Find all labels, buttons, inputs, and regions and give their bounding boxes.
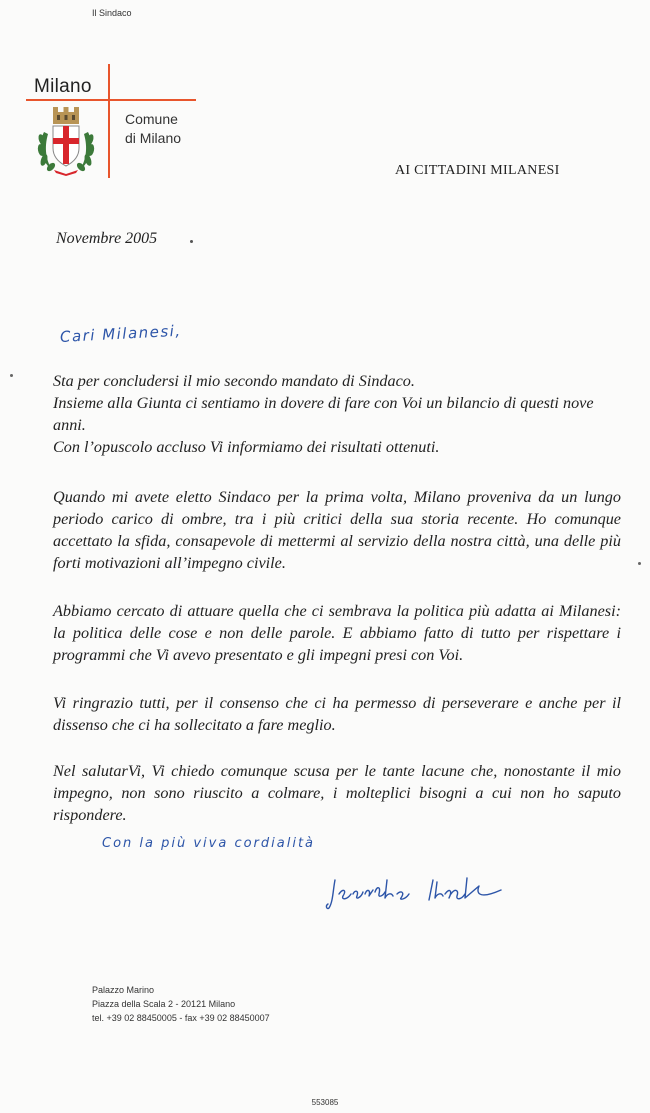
handwritten-greeting: Cari Milanesi, <box>59 321 183 346</box>
footer-line-2: Piazza della Scala 2 - 20121 Milano <box>92 999 236 1009</box>
logo-comune-line2: di Milano <box>125 130 182 146</box>
logo-vertical-rule <box>108 64 110 178</box>
paragraph-1-line-1: Sta per concludersi il mio secondo mandato di Sindaco. <box>53 372 415 390</box>
milan-coat-of-arms-icon <box>34 104 98 176</box>
logo-comune-text <box>125 110 181 148</box>
footer-line-3: tel. +39 02 88450005 - fax +39 02 88450007 <box>92 1013 270 1023</box>
margin-speck <box>10 374 13 377</box>
letter-paragraph-3: Abbiamo cercato di attuare quella che ci sembrava la politica più adatta ai Milanesi: la politica delle cose e non delle parole. E abbiamo fatto di tutto per rispettare i programmi che Vi avevo presentato e gli impegni presi con Voi. <box>53 602 621 664</box>
letter-date: Novembre 2005 <box>56 230 158 247</box>
addressee: AI CITTADINI MILANESI <box>395 163 560 178</box>
paragraph-1-line-3: Con l’opuscolo accluso Vi informiamo dei risultati ottenuti. <box>53 438 440 456</box>
logo-comune-line1: Comune <box>125 111 178 127</box>
letter-paragraph-2: Quando mi avete eletto Sindaco per la prima volta, Milano proveniva da un lungo periodo carico di ombre, tra i più critici della sua storia recente. Ho comunque accettato la sfida, consapevole di mettermi al servizio della nostra città, una delle più forti motivazioni all’impegno civile. <box>53 488 621 572</box>
logo-city-name: Milano <box>34 76 92 97</box>
handwritten-closing: Con la più viva cordialità <box>102 836 316 851</box>
letter-paragraph-5: Nel salutarVi, Vi chiedo comunque scusa per le tante lacune che, nonostante il mio impegno, non sono riuscito a colmare, i molteplici bisogni a cui non ho saputo rispondere. <box>53 762 621 824</box>
footer-address <box>92 983 270 1025</box>
signature-icon <box>325 872 515 912</box>
document-number: 553085 <box>311 1098 339 1107</box>
footer-line-1: Palazzo Marino <box>92 985 155 995</box>
date-mark <box>190 240 193 243</box>
margin-speck <box>638 562 641 565</box>
header-label: Il Sindaco <box>92 8 132 18</box>
letter-paragraph-1 <box>53 370 621 458</box>
letter-paragraph-4: Vi ringrazio tutti, per il consenso che ci ha permesso di perseverare e anche per il dissenso che ci ha sollecitato a fare meglio. <box>53 694 621 734</box>
logo-horizontal-rule <box>26 99 196 101</box>
paragraph-1-line-2: Insieme alla Giunta ci sentiamo in dovere di fare con Voi un bilancio di questi nove anni. <box>53 394 594 434</box>
